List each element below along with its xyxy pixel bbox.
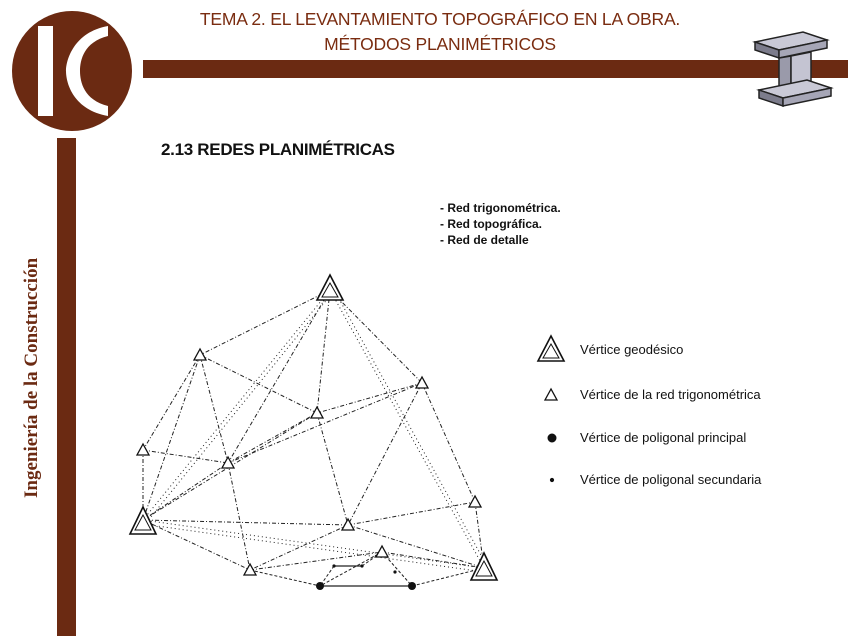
title-line-2: MÉTODOS PLANIMÉTRICOS: [324, 34, 556, 54]
small-triangle-icon: [545, 389, 557, 400]
network-type-item: - Red topográfica.: [440, 217, 543, 231]
legend-label-main-polygonal: Vértice de poligonal principal: [580, 430, 747, 445]
trigonometric-vertices: [137, 349, 481, 575]
trig-vertex: [137, 444, 149, 455]
large-triangle-icon: [538, 336, 564, 361]
title-line-1: TEMA 2. EL LEVANTAMIENTO TOPOGRÁFICO EN LA OBRA.: [199, 9, 681, 29]
trig-vertex: [311, 407, 323, 418]
secondary-polygonal-vertex: [360, 564, 363, 567]
trig-vertex: [244, 564, 256, 575]
trig-vertex: [469, 496, 481, 507]
trigonometric-lines: [143, 290, 484, 570]
secondary-polygonal-vertex: [332, 564, 335, 567]
secondary-polygonal-vertex: [393, 570, 396, 573]
trig-vertex: [342, 519, 354, 530]
small-dot-icon: [550, 478, 553, 481]
legend-symbols: [538, 336, 564, 482]
geodesic-lines: [143, 288, 487, 572]
legend-label-trigonometric: Vértice de la red trigonométrica: [580, 387, 761, 402]
legend-label-geodesic: Vértice geodésico: [580, 342, 684, 357]
trig-vertex: [416, 377, 428, 388]
section-title: 2.13 REDES PLANIMÉTRICAS: [161, 140, 395, 159]
geodesic-vertex: [471, 553, 497, 580]
geodesic-vertex: [317, 275, 343, 300]
network-type-item: - Red trigonométrica.: [440, 201, 561, 215]
network-type-item: - Red de detalle: [440, 233, 529, 247]
main-polygonal-vertex: [316, 582, 324, 590]
filled-dot-icon: [548, 434, 556, 442]
trig-vertex: [194, 349, 206, 360]
trig-vertex: [376, 546, 388, 557]
main-polygonal-vertex: [408, 582, 416, 590]
legend-label-secondary-polygonal: Vértice de poligonal secundaria: [580, 472, 762, 487]
side-label: Ingeniería de la Construcción: [21, 257, 42, 498]
